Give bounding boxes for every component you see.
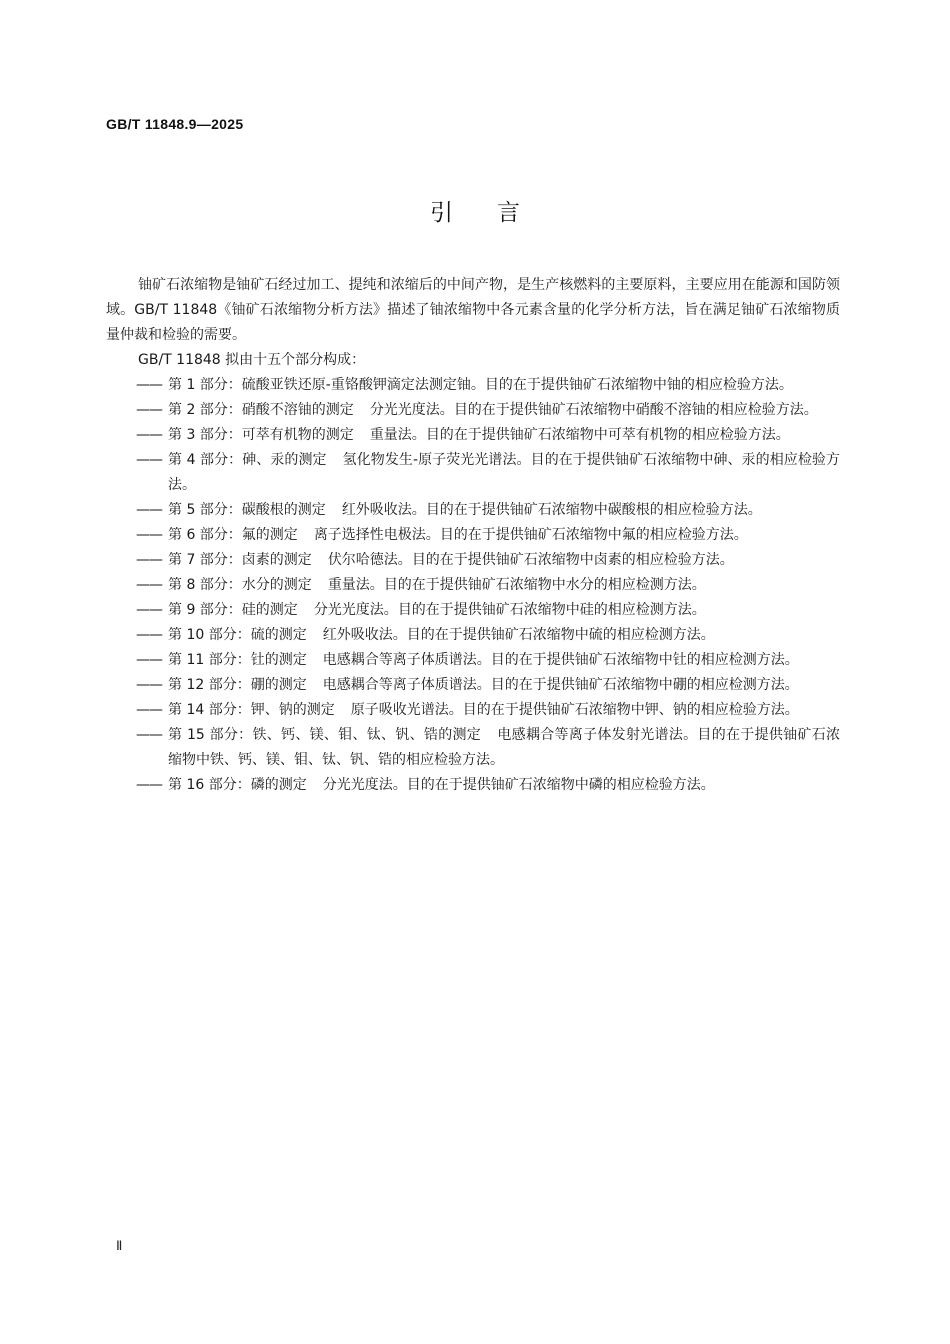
standard-code: GB/T 11848.9—2025 [106, 116, 244, 132]
part-item [106, 548, 840, 573]
part-purpose: 目的在于提供铀矿石浓缩物中钍的相应检测方法。 [490, 652, 799, 668]
em-dash: —— [136, 727, 162, 743]
part-purpose: 目的在于提供铀矿石浓缩物中铁、钙、镁、钼、钛、钒、锆的相应检验方法。 [168, 727, 841, 768]
part-item [106, 573, 840, 598]
part-item [106, 448, 840, 498]
part-method: 电感耦合等离子体发射光谱法。 [497, 727, 698, 743]
part-method: 伏尔哈德法。 [327, 552, 412, 568]
em-dash: —— [136, 677, 162, 693]
part-purpose: 目的在于提供铀矿石浓缩物中砷、汞的相应检验方法。 [168, 452, 840, 493]
em-dash: —— [136, 577, 162, 593]
part-method: 分光光度法。 [322, 777, 407, 793]
part-method: 分光光度法。 [313, 602, 398, 618]
part-method: 红外吸收法。 [341, 502, 426, 518]
part-item [106, 723, 840, 773]
intro-body [106, 273, 840, 798]
part-method: 分光光度法。 [369, 402, 454, 418]
part-purpose: 目的在于提供铀矿石浓缩物中钾、钠的相应检验方法。 [462, 702, 799, 718]
part-title: 第 16 部分：磷的测定 [168, 777, 307, 793]
part-method: 电感耦合等离子体质谱法。 [322, 652, 491, 668]
part-purpose: 目的在于提供铀矿石浓缩物中铀的相应检验方法。 [484, 377, 793, 393]
part-title: 第 6 部分：氟的测定 [168, 527, 298, 543]
intro-paragraph: 铀矿石浓缩物是铀矿石经过加工、提纯和浓缩后的中间产物，是生产核燃料的主要原料，主要应用在能源和国防领域。GB/T 11848《铀矿石浓缩物分析方法》描述了铀浓缩物中各元素含量的化学分析方法，旨在满足铀矿石浓缩物质量仲裁和检验的需要。 [106, 277, 840, 343]
em-dash: —— [136, 452, 162, 468]
part-item [106, 698, 840, 723]
em-dash: —— [136, 602, 162, 618]
part-purpose: 目的在于提供铀矿石浓缩物中磷的相应检验方法。 [406, 777, 715, 793]
parts-lead-in: GB/T 11848 拟由十五个部分构成： [138, 352, 366, 368]
page-title: 引言 [430, 200, 564, 226]
part-purpose: 目的在于提供铀矿石浓缩物中硝酸不溶铀的相应检验方法。 [453, 402, 818, 418]
part-title: 第 4 部分：砷、汞的测定 [168, 452, 327, 468]
part-purpose: 目的在于提供铀矿石浓缩物中碳酸根的相应检验方法。 [425, 502, 762, 518]
em-dash: —— [136, 627, 162, 643]
part-method: 重量法。 [327, 577, 384, 593]
part-purpose: 目的在于提供铀矿石浓缩物中硫的相应检测方法。 [406, 627, 715, 643]
part-method: 红外吸收法。 [322, 627, 407, 643]
part-title: 第 3 部分：可萃有机物的测定 [168, 427, 354, 443]
em-dash: —— [136, 552, 162, 568]
part-item [106, 398, 840, 423]
part-item [106, 423, 840, 448]
part-item [106, 673, 840, 698]
em-dash: —— [136, 377, 162, 393]
part-item [106, 773, 840, 798]
part-title: 第 8 部分：水分的测定 [168, 577, 312, 593]
em-dash: —— [136, 502, 162, 518]
em-dash: —— [136, 702, 162, 718]
part-method: 离子选择性电极法。 [313, 527, 440, 543]
em-dash: —— [136, 527, 162, 543]
part-title: 第 14 部分：钾、钠的测定 [168, 702, 335, 718]
part-item [106, 623, 840, 648]
part-purpose: 目的在于提供铀矿石浓缩物中卤素的相应检验方法。 [411, 552, 734, 568]
part-title: 第 2 部分：硝酸不溶铀的测定 [168, 402, 354, 418]
part-title: 第 10 部分：硫的测定 [168, 627, 307, 643]
part-item [106, 648, 840, 673]
em-dash: —— [136, 402, 162, 418]
part-title: 第 9 部分：硅的测定 [168, 602, 298, 618]
part-purpose: 目的在于提供铀矿石浓缩物中硅的相应检测方法。 [397, 602, 706, 618]
part-method: 电感耦合等离子体质谱法。 [322, 677, 491, 693]
part-purpose: 目的在于提供铀矿石浓缩物中硼的相应检测方法。 [490, 677, 799, 693]
part-item [106, 373, 840, 398]
part-title: 第 7 部分：卤素的测定 [168, 552, 312, 568]
page-number: Ⅱ [116, 1238, 123, 1253]
em-dash: —— [136, 427, 162, 443]
part-purpose: 目的在于提供铀矿石浓缩物中氟的相应检验方法。 [439, 527, 748, 543]
em-dash: —— [136, 652, 162, 668]
em-dash: —— [136, 777, 162, 793]
part-method: 氢化物发生-原子荧光光谱法。 [342, 452, 531, 468]
part-item [106, 498, 840, 523]
part-item [106, 523, 840, 548]
part-item [106, 598, 840, 623]
part-purpose: 目的在于提供铀矿石浓缩物中水分的相应检测方法。 [383, 577, 706, 593]
part-method: 原子吸收光谱法。 [350, 702, 463, 718]
part-title: 第 11 部分：钍的测定 [168, 652, 307, 668]
part-purpose: 目的在于提供铀矿石浓缩物中可萃有机物的相应检验方法。 [425, 427, 790, 443]
part-title: 第 15 部分：铁、钙、镁、钼、钛、钒、锆的测定 [168, 727, 482, 743]
part-title: 第 5 部分：碳酸根的测定 [168, 502, 326, 518]
part-method: 重量法。 [369, 427, 426, 443]
part-title: 第 1 部分：硫酸亚铁还原-重铬酸钾滴定法测定铀。 [168, 377, 485, 393]
part-title: 第 12 部分：硼的测定 [168, 677, 307, 693]
